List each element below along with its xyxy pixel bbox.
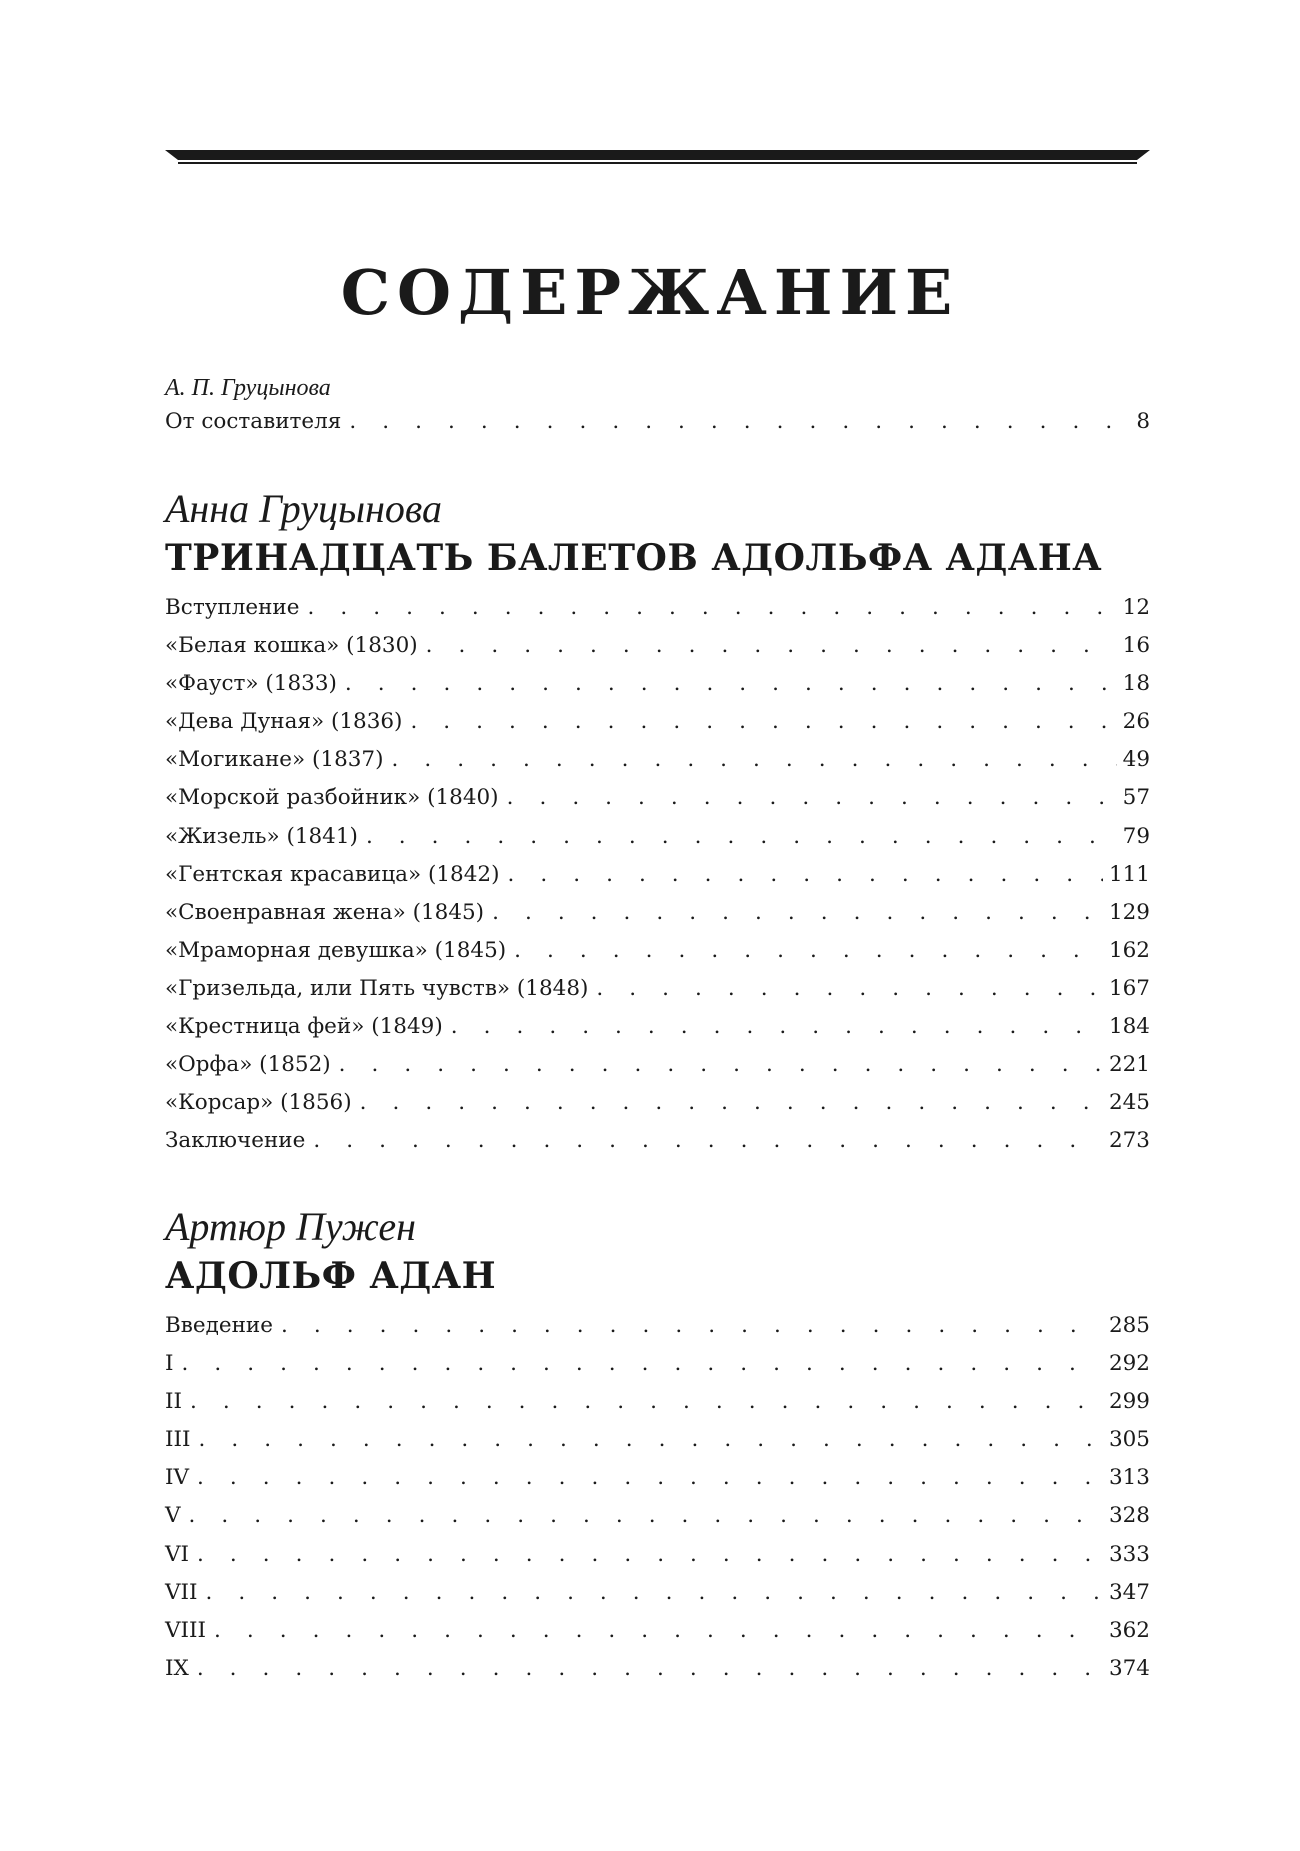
- toc-entry-page: 313: [1108, 1465, 1150, 1491]
- dot-leader: [366, 818, 1117, 856]
- dot-leader: [492, 894, 1103, 932]
- toc-entry[interactable]: [165, 665, 1150, 703]
- dot-leader: [426, 627, 1117, 665]
- toc-entry[interactable]: [165, 1383, 1150, 1421]
- toc-entry-page: 245: [1108, 1090, 1150, 1116]
- toc-entry-title: «Жизель» (1841): [165, 823, 358, 849]
- toc-entry-title: «Могикане» (1837): [165, 747, 384, 773]
- toc-entry-page: 129: [1108, 899, 1150, 925]
- toc-entry[interactable]: [165, 1084, 1150, 1122]
- toc-entry-title: IV: [165, 1465, 190, 1491]
- toc-entries: [165, 589, 1150, 1160]
- toc-entry-title: VII: [165, 1579, 198, 1605]
- section-title: ТРИНАДЦАТЬ БАЛЕТОВ АДОЛЬФА АДАНА: [165, 537, 1103, 579]
- toc-entry-page: 162: [1108, 937, 1150, 963]
- dot-leader: [349, 403, 1130, 441]
- toc-entry-title: От составителя: [165, 409, 342, 434]
- dot-leader: [214, 1612, 1103, 1650]
- toc-entry-title: «Мраморная девушка» (1845): [165, 937, 507, 963]
- dot-leader: [339, 1046, 1103, 1084]
- toc-entry-title: «Корсар» (1856): [165, 1090, 352, 1116]
- toc-entry[interactable]: [165, 1008, 1150, 1046]
- toc-entry-title: Вступление: [165, 595, 300, 620]
- toc-entry[interactable]: [165, 403, 1150, 441]
- dot-leader: [507, 856, 1102, 894]
- toc-entry-page: 299: [1108, 1389, 1150, 1415]
- toc-entry-page: 26: [1122, 709, 1150, 735]
- dot-leader: [451, 1008, 1103, 1046]
- top-decorative-rule: [165, 150, 1150, 164]
- toc-entry-page: 18: [1122, 671, 1150, 697]
- toc-entry-page: 328: [1108, 1503, 1150, 1529]
- toc-entry[interactable]: [165, 1536, 1150, 1574]
- dot-leader: [596, 970, 1103, 1008]
- toc-entry[interactable]: [165, 894, 1150, 932]
- dot-leader: [190, 1383, 1103, 1421]
- toc-entry-title: «Орфа» (1852): [165, 1052, 331, 1078]
- dot-leader: [281, 1307, 1103, 1345]
- toc-entry[interactable]: [165, 1574, 1150, 1612]
- section-author: Артюр Пужен: [165, 1204, 416, 1249]
- section-block: [165, 1203, 1150, 1688]
- toc-entry[interactable]: [165, 1307, 1150, 1345]
- toc-entry-page: 285: [1108, 1313, 1150, 1338]
- dot-leader: [410, 703, 1116, 741]
- toc-entry-page: 8: [1136, 409, 1150, 434]
- toc-entry[interactable]: [165, 970, 1150, 1008]
- dot-leader: [307, 589, 1116, 627]
- toc-entry[interactable]: [165, 703, 1150, 741]
- toc-entry-page: 111: [1108, 861, 1150, 887]
- dot-leader: [345, 665, 1117, 703]
- toc-entry[interactable]: [165, 1046, 1150, 1084]
- page-title: СОДЕРЖАНИЕ: [340, 256, 960, 329]
- toc-entry-page: 184: [1108, 1014, 1150, 1040]
- toc-entry-title: «Морской разбойник» (1840): [165, 785, 499, 811]
- foreword-author: А. П. Груцынова: [165, 375, 331, 401]
- toc-entry-title: VIII: [165, 1617, 207, 1643]
- toc-entry[interactable]: [165, 741, 1150, 779]
- toc-entry-page: 347: [1108, 1579, 1150, 1605]
- toc-entry-page: 305: [1108, 1427, 1150, 1453]
- toc-entry-page: 12: [1122, 595, 1150, 620]
- toc-entry-page: 292: [1108, 1351, 1150, 1377]
- dot-leader: [198, 1421, 1102, 1459]
- toc-entry[interactable]: [165, 1612, 1150, 1650]
- toc-entry[interactable]: [165, 818, 1150, 856]
- toc-entry[interactable]: [165, 1122, 1150, 1160]
- section-author: Анна Груцынова: [165, 486, 443, 531]
- toc-entry-page: 374: [1108, 1655, 1150, 1681]
- toc-entry[interactable]: [165, 1421, 1150, 1459]
- section-title: АДОЛЬФ АДАН: [165, 1255, 497, 1297]
- toc-entry[interactable]: [165, 1459, 1150, 1497]
- toc-entry[interactable]: [165, 627, 1150, 665]
- toc-entry-page: 57: [1122, 785, 1150, 811]
- toc-entry[interactable]: [165, 1497, 1150, 1535]
- toc-entry-title: «Гризельда, или Пять чувств» (1848): [165, 975, 589, 1001]
- dot-leader: [197, 1650, 1103, 1688]
- toc-entry-title: I: [165, 1351, 174, 1377]
- dot-leader: [197, 1459, 1103, 1497]
- toc-entry-page: 221: [1108, 1052, 1150, 1078]
- toc-entry[interactable]: [165, 932, 1150, 970]
- toc-entry-title: «Дева Дуная» (1836): [165, 709, 403, 735]
- toc-entry-title: IX: [165, 1655, 189, 1681]
- toc-entry-title: «Гентская красавица» (1842): [165, 861, 500, 887]
- toc-entry-page: 333: [1108, 1541, 1150, 1567]
- toc-entry-title: II: [165, 1389, 182, 1415]
- dot-leader: [313, 1122, 1103, 1160]
- toc-entry-page: 167: [1108, 975, 1150, 1001]
- toc-entry-title: VI: [165, 1541, 190, 1567]
- toc-entry-title: «Фауст» (1833): [165, 671, 337, 697]
- toc-entry[interactable]: [165, 779, 1150, 817]
- dot-leader: [206, 1574, 1103, 1612]
- dot-leader: [189, 1497, 1103, 1535]
- dot-leader: [514, 932, 1103, 970]
- toc-entry-title: «Своенравная жена» (1845): [165, 899, 485, 925]
- toc-entry-title: «Крестница фей» (1849): [165, 1014, 443, 1040]
- dot-leader: [182, 1345, 1103, 1383]
- toc-entry-page: 79: [1122, 823, 1150, 849]
- toc-entry-title: Заключение: [165, 1128, 306, 1154]
- foreword-block: [165, 373, 1150, 441]
- toc-entry-title: Введение: [165, 1313, 273, 1338]
- dot-leader: [392, 741, 1117, 779]
- toc-entry[interactable]: [165, 856, 1150, 894]
- dot-leader: [507, 779, 1117, 817]
- toc-entry-title: V: [165, 1503, 181, 1529]
- toc-entry-page: 362: [1108, 1617, 1150, 1643]
- dot-leader: [360, 1084, 1103, 1122]
- toc-entry-page: 49: [1122, 747, 1150, 773]
- toc-entry-title: «Белая кошка» (1830): [165, 633, 418, 659]
- toc-entries: [165, 1307, 1150, 1688]
- toc-entry-title: III: [165, 1427, 191, 1453]
- toc-entry[interactable]: [165, 589, 1150, 627]
- toc-entry-page: 273: [1108, 1128, 1150, 1154]
- section-block: [165, 485, 1150, 1160]
- dot-leader: [197, 1536, 1103, 1574]
- toc-entry-page: 16: [1122, 633, 1150, 659]
- toc-entry[interactable]: [165, 1650, 1150, 1688]
- toc-entry[interactable]: [165, 1345, 1150, 1383]
